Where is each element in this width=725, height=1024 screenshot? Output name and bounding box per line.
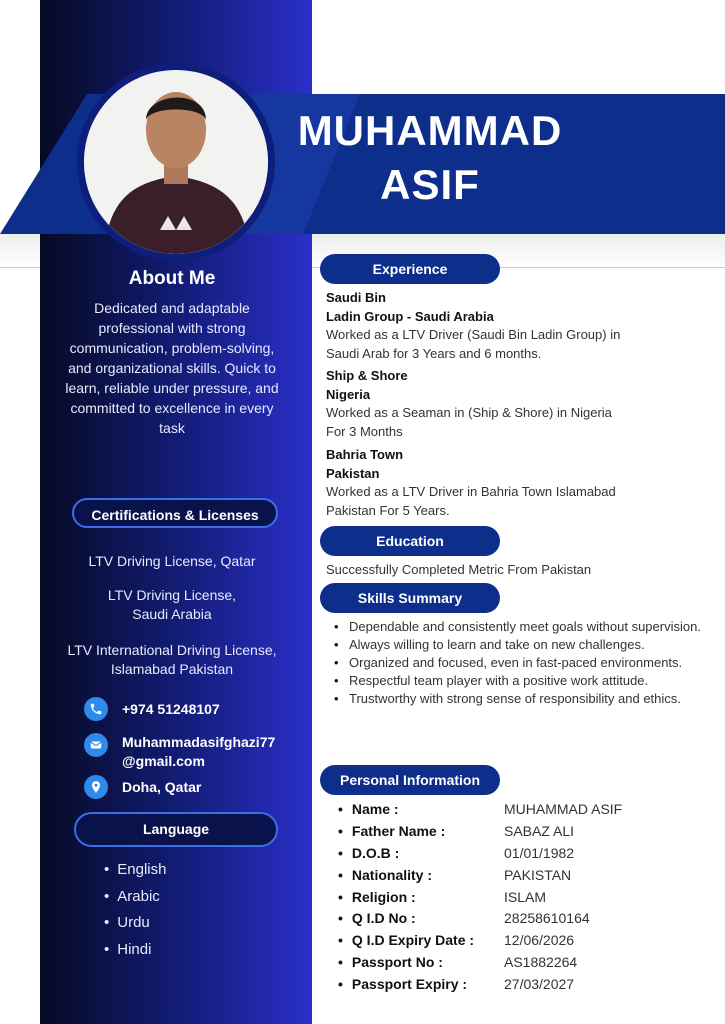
personal-info-table xyxy=(338,799,622,996)
experience-job xyxy=(326,289,620,363)
info-label: • Q I.D Expiry Date : xyxy=(338,930,504,952)
skill-item: • Trustworthy with strong sense of responsibility and ethics. xyxy=(332,690,712,708)
personal-info-row xyxy=(338,821,622,843)
personal-info-row xyxy=(338,908,622,930)
last-name: ASIF xyxy=(380,161,480,208)
email-address xyxy=(122,733,275,771)
skills-list xyxy=(332,618,712,708)
job-company-location: Nigeria xyxy=(326,386,371,402)
profile-photo xyxy=(84,70,268,254)
email-icon xyxy=(84,733,108,757)
experience-job xyxy=(326,367,612,441)
job-description: Worked as a Seaman in (Ship & Shore) in Nigeria xyxy=(326,405,612,420)
info-label: • Religion : xyxy=(338,887,504,909)
personal-info-title: Personal Information xyxy=(320,765,500,795)
job-description: Worked as a LTV Driver (Saudi Bin Ladin Group) in xyxy=(326,327,621,342)
info-value: MUHAMMAD ASIF xyxy=(504,801,623,817)
job-company: Saudi Bin xyxy=(326,290,386,305)
language-list xyxy=(104,860,166,966)
personal-info-row xyxy=(338,930,622,952)
info-value: 27/03/2027 xyxy=(504,976,575,993)
skill-item: • Always willing to learn and take on new challenges. xyxy=(332,636,712,654)
info-value: 12/06/2026 xyxy=(504,932,575,949)
job-company-location: Pakistan xyxy=(326,465,380,481)
phone-icon xyxy=(84,697,108,721)
job-company-location: Ladin Group - Saudi Arabia xyxy=(326,308,494,324)
info-label: • Q I.D No : xyxy=(338,908,504,930)
job-description: For 3 Months xyxy=(326,423,403,439)
location-text: Doha, Qatar xyxy=(122,779,202,795)
language-item: • Urdu xyxy=(104,913,166,940)
candidate-name xyxy=(280,104,580,212)
phone-number: +974 51248107 xyxy=(122,701,220,717)
contact-email[interactable] xyxy=(84,733,275,771)
personal-info-row xyxy=(338,865,622,887)
personal-info-row xyxy=(338,843,622,865)
education-title: Education xyxy=(320,526,500,556)
contact-location[interactable] xyxy=(84,775,201,799)
certification-item: LTV International Driving License, Islamabad Pakistan xyxy=(67,642,277,677)
certifications-title: Certifications & Licenses xyxy=(72,498,278,528)
language-item: • Arabic xyxy=(104,887,166,914)
experience-title: Experience xyxy=(320,254,500,284)
info-value: ISLAM xyxy=(504,888,547,905)
email-line-2: @gmail.com xyxy=(122,753,205,769)
about-text: Dedicated and adaptable professional with strong communication, problem-solving, and organizational skills. Quick to learn, reliable under pressure, and committed to excellence in every task xyxy=(65,300,279,436)
personal-info-row xyxy=(338,887,622,909)
certification-item: LTV Driving License, Saudi Arabia xyxy=(107,587,237,622)
info-value: SABAZ ALI xyxy=(504,822,575,839)
job-description: Worked as a LTV Driver in Bahria Town Islamabad xyxy=(326,484,616,499)
about-title: About Me xyxy=(128,268,216,289)
info-label: • Name : xyxy=(338,799,504,821)
personal-info-row xyxy=(338,799,622,821)
language-item: • Hindi xyxy=(104,940,166,967)
info-value: AS1882264 xyxy=(504,954,578,971)
job-description: Pakistan For 5 Years. xyxy=(326,502,450,518)
info-label: • Nationality : xyxy=(338,865,504,887)
language-title: Language xyxy=(74,812,278,847)
info-label: • Passport Expiry : xyxy=(338,974,504,996)
info-value: 28258610164 xyxy=(504,910,590,927)
info-label: • Father Name : xyxy=(338,821,504,843)
first-name: MUHAMMAD xyxy=(297,107,563,154)
email-line-1: Muhammadasifghazi77 xyxy=(122,734,276,750)
info-label: • D.O.B : xyxy=(338,843,504,865)
info-label: • Passport No : xyxy=(338,952,504,974)
location-pin-icon xyxy=(84,775,108,799)
job-company: Ship & Shore xyxy=(326,368,408,383)
job-company: Bahria Town xyxy=(326,447,404,462)
experience-job xyxy=(326,446,616,520)
info-value: 01/01/1982 xyxy=(504,844,575,861)
contact-phone[interactable] xyxy=(84,697,220,721)
education-text: Successfully Completed Metric From Pakistan xyxy=(326,562,592,577)
certification-item: LTV Driving License, Qatar xyxy=(88,553,256,569)
skill-item: • Organized and focused, even in fast-paced environments. xyxy=(332,654,712,672)
skills-title: Skills Summary xyxy=(320,583,500,613)
personal-info-row xyxy=(338,952,622,974)
skill-item: • Respectful team player with a positive work attitude. xyxy=(332,672,712,690)
job-description: Saudi Arab for 3 Years and 6 months. xyxy=(326,345,542,361)
info-value: PAKISTAN xyxy=(504,866,572,883)
language-item: • English xyxy=(104,860,166,887)
skill-item: • Dependable and consistently meet goals without supervision. xyxy=(332,618,712,636)
personal-info-row xyxy=(338,974,622,996)
